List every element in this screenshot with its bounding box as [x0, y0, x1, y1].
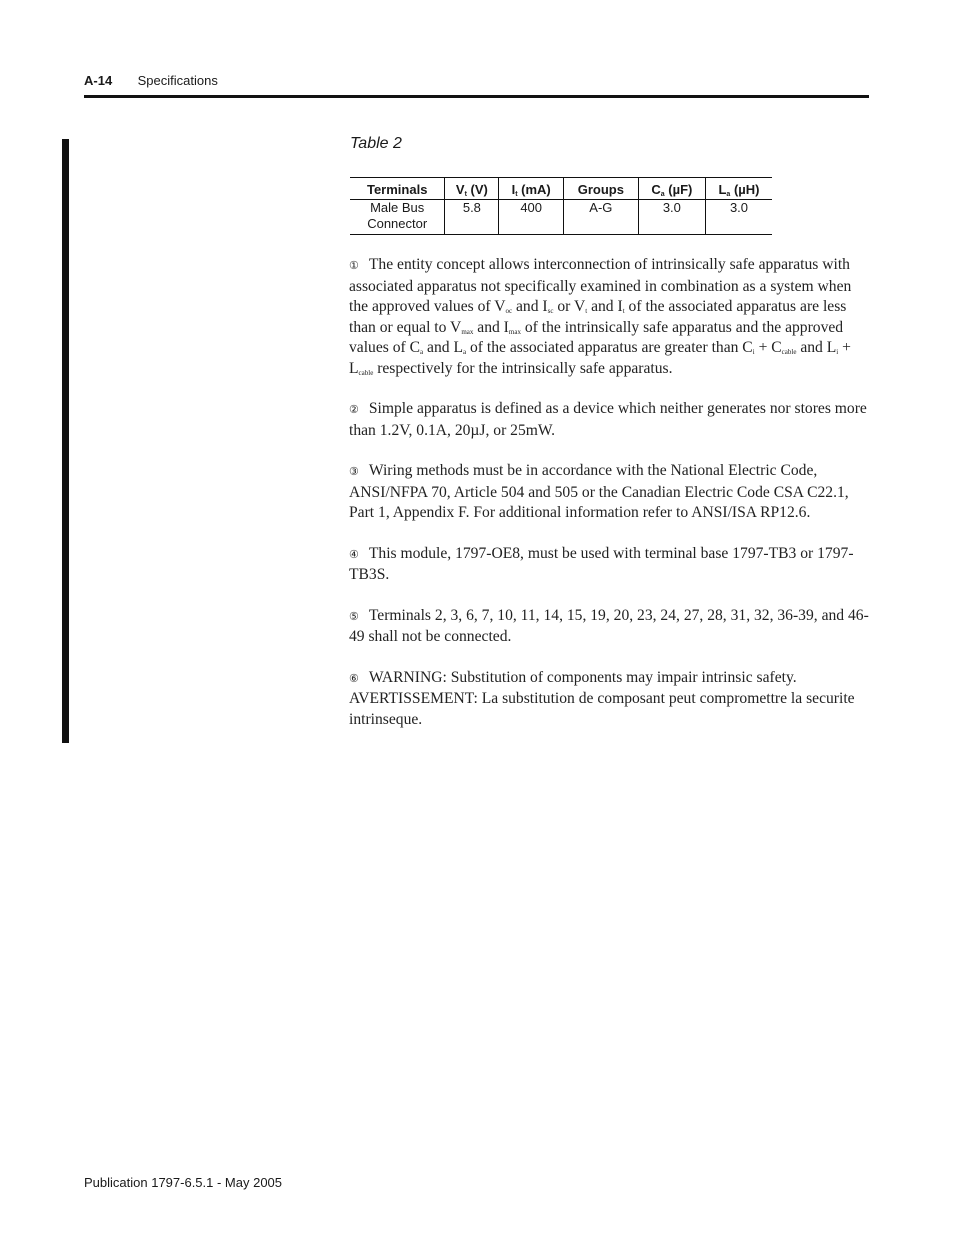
note-marker: ② [349, 404, 359, 416]
note-6: ⑥ WARNING: Substitution of components may impair intrinsic safety. AVERTISSEMENT: La substitution de composant peut compromettre la securite intrinseque. [349, 668, 855, 728]
note-1: ① The entity concept allows interconnection of intrinsically safe apparatus with associated apparatus not specifically examined in combination as a system when the approved values of $V_{oc}$ and $I_{sc}$ or $V_t$ and $I_t$ of the associated apparatus are less than or equal to $V_{max}$ and $I_{max}$ of the intrinsically safe apparatus and the approved values of $C_a$ and $L_a$ of the associated apparatus are greater than $C_i + C_{cable}$ and $L_i + L_{cable}$ respectively for the intrinsically safe apparatus. [349, 256, 852, 377]
note-marker: ① [349, 260, 359, 272]
table-row [350, 200, 772, 235]
note-marker: ⑥ [349, 672, 359, 685]
table-caption: Table 2 [350, 135, 402, 152]
page-number: A-14 [84, 73, 113, 88]
table-header-row [350, 178, 772, 200]
col-it: $I_t$ (mA) [499, 178, 564, 200]
section-title: Specifications [137, 73, 218, 88]
cell-ca: 3.0 [638, 200, 705, 235]
note-marker: ④ [349, 548, 359, 561]
note-marker: ③ [349, 466, 359, 478]
cell-it: 400 [499, 200, 564, 235]
col-ca: $C_a$ (µF) [638, 178, 705, 200]
note-5: ⑤ Terminals 2, 3, 6, 7, 10, 11, 14, 15, 19, 20, 23, 24, 27, 28, 31, 32, 36-39, and 46-49 shall not be connected. [349, 606, 869, 645]
col-groups: Groups [563, 178, 638, 200]
cell-vt: 5.8 [445, 200, 499, 235]
change-bar [62, 139, 69, 743]
col-vt: $V_t$ (V) [445, 178, 499, 200]
cell-terminals: Male Bus Connector [350, 200, 445, 235]
footnotes [349, 255, 869, 750]
entity-parameters-table [350, 177, 772, 235]
note-4: ④ This module, 1797-OE8, must be used with terminal base 1797-TB3 or 1797-TB3S. [349, 544, 854, 583]
page-footer: Publication 1797-6.5.1 - May 2005 [84, 1175, 283, 1190]
cell-la: 3.0 [705, 200, 772, 235]
col-la: $L_a$ (µH) [705, 178, 772, 200]
col-terminals: Terminals [350, 178, 445, 200]
note-3: ③ Wiring methods must be in accordance with the National Electric Code, ANSI/NFPA 70, Article 504 and 505 or the Canadian Electric Code CSA C22.1, Part 1, Appendix F. For additional information refer to ANSI/ISA RP12.6. [349, 462, 849, 521]
header-rule [84, 95, 869, 98]
note-marker: ⑤ [349, 610, 359, 623]
page-header [84, 73, 218, 88]
cell-groups: A-G [563, 200, 638, 235]
note-2: ② Simple apparatus is defined as a device which neither generates nor stores more than 1.2V, 0.1A, 20µJ, or 25mW. [349, 400, 867, 439]
